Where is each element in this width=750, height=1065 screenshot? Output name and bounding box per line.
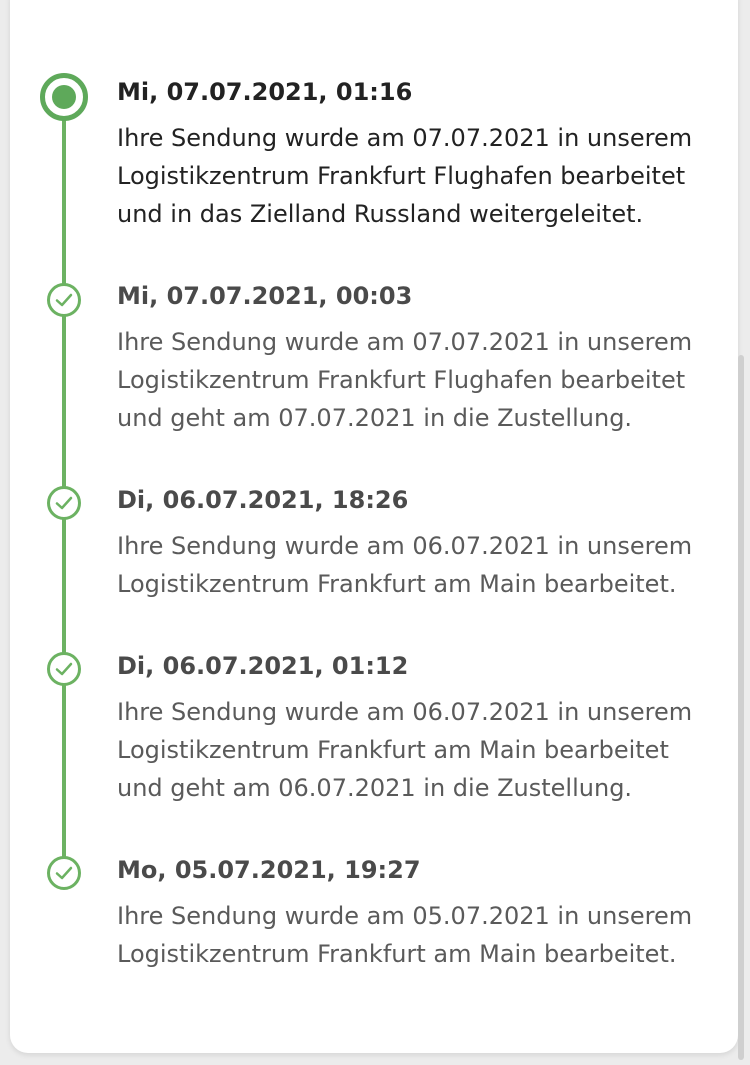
event-description: Ihre Sendung wurde am 06.07.2021 in unserem Logistikzentrum Frankfurt am Main bearbeitet. bbox=[117, 532, 693, 598]
scrollbar[interactable] bbox=[738, 355, 744, 1060]
current-status-icon bbox=[40, 73, 88, 121]
event-date: Mo, 05.07.2021, 19:27 bbox=[117, 856, 421, 884]
check-circle-icon bbox=[47, 283, 81, 317]
event-description: Ihre Sendung wurde am 05.07.2021 in unserem Logistikzentrum Frankfurt am Main bearbeitet. bbox=[117, 902, 693, 968]
check-circle-icon bbox=[47, 486, 81, 520]
event-description: Ihre Sendung wurde am 06.07.2021 in unserem Logistikzentrum Frankfurt am Main bearbeitet und geht am 06.07.2021 in die Zustellung. bbox=[117, 698, 693, 802]
event-date: Mi, 07.07.2021, 01:16 bbox=[117, 78, 413, 106]
event-date: Mi, 07.07.2021, 00:03 bbox=[117, 282, 413, 310]
check-circle-icon bbox=[47, 652, 81, 686]
event-description: Ihre Sendung wurde am 07.07.2021 in unserem Logistikzentrum Frankfurt Flughafen bearbeitet und in das Zielland Russland weitergeleitet. bbox=[117, 124, 693, 228]
event-description: Ihre Sendung wurde am 07.07.2021 in unserem Logistikzentrum Frankfurt Flughafen bearbeitet und geht am 07.07.2021 in die Zustellung. bbox=[117, 328, 693, 432]
check-circle-icon bbox=[47, 856, 81, 890]
current-status-dot bbox=[52, 85, 76, 109]
event-date: Di, 06.07.2021, 01:12 bbox=[117, 652, 409, 680]
event-date: Di, 06.07.2021, 18:26 bbox=[117, 486, 409, 514]
